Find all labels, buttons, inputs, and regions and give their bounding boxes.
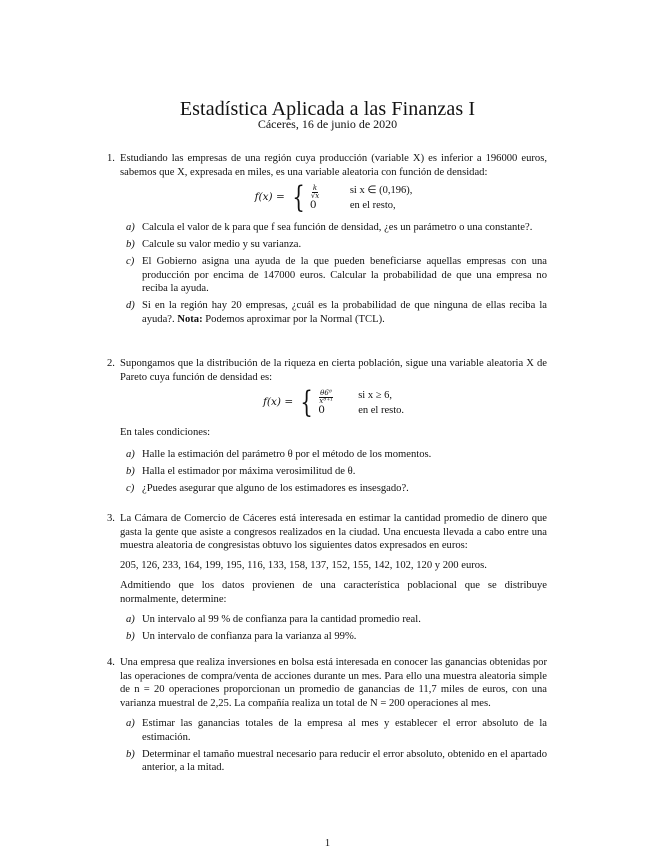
problem-text: En tales condiciones:: [120, 427, 211, 438]
sub-question-list: [120, 613, 547, 644]
sub-question-text: Halla el estimador por máxima verosimilitud de θ.: [142, 465, 356, 477]
sub-question-text: El Gobierno asigna una ayuda de la que pueden beneficiarse aquellas empresas con una producción por encima de 147000 euros. Calcular la probabilidad de que una empresa no reciba la ayuda.: [142, 256, 547, 294]
problem-3: [107, 512, 547, 647]
sub-question: [120, 255, 547, 296]
formula-brace: {: [300, 385, 313, 420]
sub-question-text: Halle la estimación del parámetro θ por el método de los momentos.: [142, 448, 432, 460]
sub-question: [120, 465, 547, 479]
sub-question: [120, 717, 547, 744]
formula-lhs: f(x) =: [262, 396, 294, 409]
fraction-denominator: √x: [310, 192, 320, 200]
note-text: Podemos aproximar por la Normal (TCL).: [205, 313, 385, 325]
sub-question-label: c): [126, 256, 135, 267]
case-condition: en el resto.: [358, 404, 404, 416]
sub-question-label: d): [126, 300, 135, 311]
case-condition: si x ≥ 6,: [358, 389, 392, 401]
problem-number: 1.: [107, 153, 115, 164]
density-formula: [120, 385, 547, 420]
case-value: 0: [318, 403, 325, 416]
problem-1: [107, 152, 547, 330]
problem-intro: La Cámara de Comercio de Cáceres está interesada en estimar la cantidad promedio de dinero que gasta la gente que asiste a congresos realizados en la ciudad. Una encuesta llevada a cabo entre una muestra aleatoria de congresistas obtuvo los siguientes datos expresados en euros:: [120, 513, 547, 551]
sub-question-list: [120, 221, 547, 326]
problem-number: 3.: [107, 513, 115, 524]
problem-intro: Supongamos que la distribución de la riqueza en cierta población, sigue una variable aleatoria X de Pareto cuya función de densidad es:: [120, 358, 547, 383]
note-label: Nota:: [177, 313, 203, 325]
problem-2: [107, 357, 547, 499]
sub-question-label: a): [126, 222, 135, 233]
problem-text: Admitiendo que los datos provienen de una característica poblacional que se distribuye normalmente, determine:: [120, 580, 547, 605]
formula-lhs: f(x) =: [254, 191, 285, 204]
sub-question: [120, 448, 547, 462]
case-value: 0: [309, 198, 317, 211]
sub-question: [120, 221, 547, 235]
sub-question-label: a): [126, 448, 135, 460]
sub-question-label: b): [126, 239, 135, 250]
sub-question-text: Si en la región hay 20 empresas, ¿cuál es la probabilidad de que ninguna de ellas reciba la ayuda?.: [142, 300, 547, 325]
sub-question-text: Calcula el valor de k para que f sea función de densidad, ¿es un parámetro o una constante?.: [142, 222, 533, 233]
sub-question-label: b): [126, 465, 135, 477]
sub-question-list: [120, 717, 547, 775]
sub-question: [120, 482, 547, 496]
sub-question-text: ¿Puedes asegurar que alguno de los estimadores es insesgado?.: [142, 482, 409, 494]
density-formula: [120, 180, 547, 215]
sub-question: [120, 748, 547, 775]
problem-number: 2.: [107, 358, 115, 369]
sub-question: [120, 613, 547, 627]
case-condition: en el resto,: [349, 199, 396, 211]
sub-question-text: Estimar las ganancias totales de la empresa al mes y establecer el error absoluto de la estimación.: [142, 718, 547, 743]
sub-question-label: c): [126, 482, 135, 494]
fraction-numerator: k: [312, 183, 318, 192]
sub-question: [120, 299, 547, 326]
problem-intro: Estudiando las empresas de una región cuya producción (variable X) es inferior a 196000 euros, sabemos que X, expresada en miles, es una variable aleatoria con función de densidad:: [120, 153, 547, 178]
formula-brace: {: [292, 180, 305, 215]
sub-question-label: b): [126, 748, 135, 760]
problem-intro: Una empresa que realiza inversiones en bolsa está interesada en conocer las ganancias obtenidas por las operaciones de compra/venta de acciones durante un mes. Para ello una muestra aleatoria simple de n = 20 operaciones proporcionan un promedio de ganancias de 11,7 miles de euros, con una varianza muestral de 2,25. La compañía realiza un total de N = 200 operaciones al mes.: [120, 657, 547, 709]
sub-question-text: Calcule su valor medio y su varianza.: [142, 239, 302, 250]
sub-question: [120, 630, 547, 644]
sub-question-text: Un intervalo al 99 % de confianza para la cantidad promedio real.: [142, 614, 421, 625]
problem-number: 4.: [107, 657, 115, 668]
page-title: Estadística Aplicada a las Finanzas I: [179, 98, 476, 120]
fraction-denominator: xᶿ⁺¹: [319, 397, 333, 405]
sub-question-list: [120, 448, 547, 496]
page-subtitle: Cáceres, 16 de junio de 2020: [257, 117, 398, 131]
case-condition: si x ∈ (0,196),: [349, 184, 413, 196]
page-number: 1: [324, 838, 331, 849]
sub-question-text: Un intervalo de confianza para la varianza al 99%.: [142, 631, 357, 642]
sub-question: [120, 238, 547, 252]
fraction-numerator: θ6ᶿ: [320, 388, 333, 397]
sample-data: 205, 126, 233, 164, 199, 195, 116, 133, 158, 137, 152, 155, 142, 102, 120 y 200 euros.: [120, 559, 487, 571]
sub-question-label: b): [126, 631, 135, 642]
sub-question-text: Determinar el tamaño muestral necesario para reducir el error absoluto, obtenido en el apartado anterior, a la mitad.: [142, 748, 547, 773]
problem-4: [107, 656, 547, 778]
sub-question-label: a): [126, 718, 135, 729]
sub-question-label: a): [126, 614, 135, 625]
